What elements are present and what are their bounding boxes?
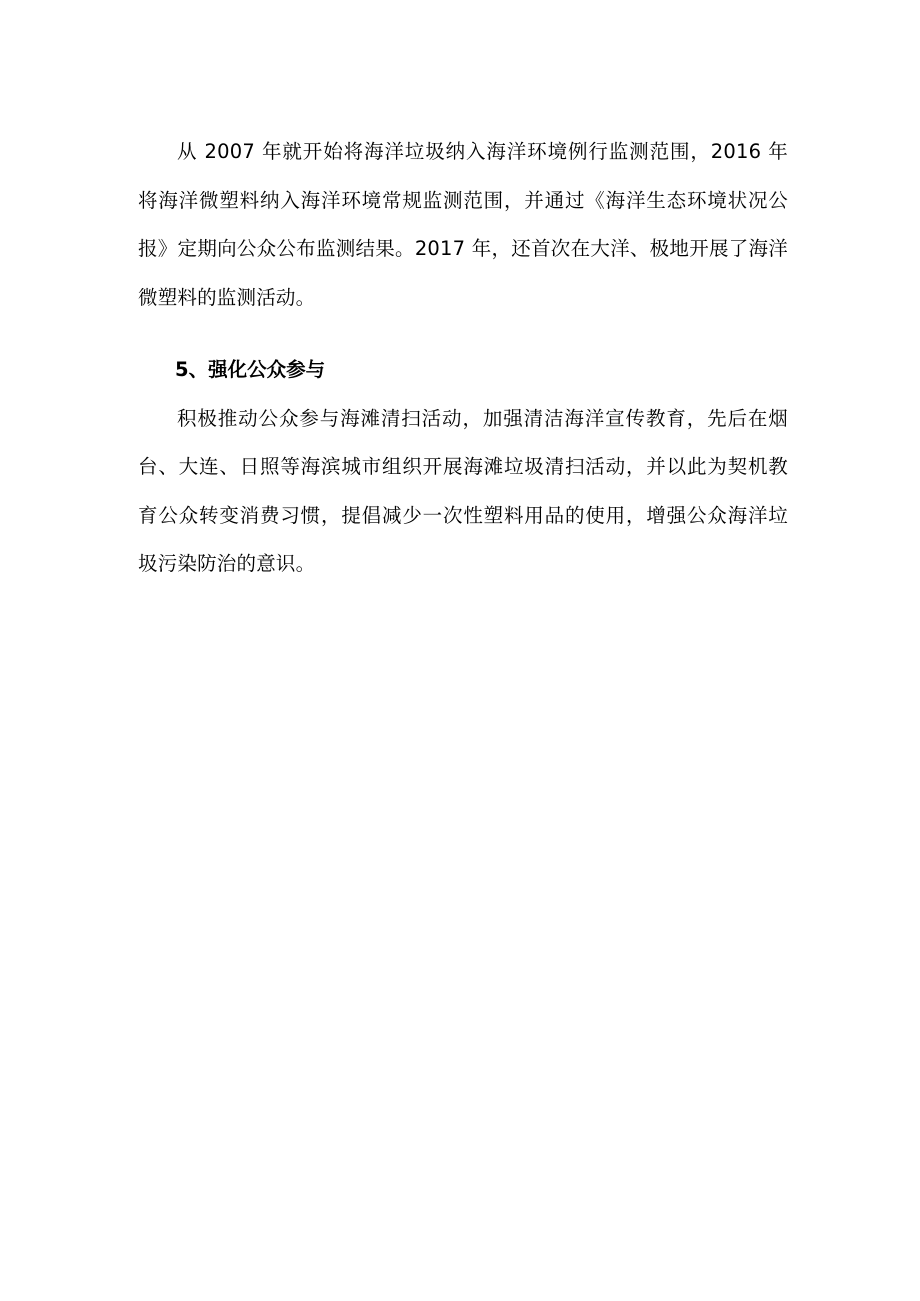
paragraph-public-participation: 积极推动公众参与海滩清扫活动，加强清洁海洋宣传教育，先后在烟台、大连、日照等海滨城市组织开展海滩垃圾清扫活动，并以此为契机教育公众转变消费习惯，提倡减少一次性塑料用品的使用，增强公众海洋垃圾污染防治的意识。 <box>138 406 788 575</box>
paragraph-monitoring: 从 2007 年就开始将海洋垃圾纳入海洋环境例行监测范围，2016 年将海洋微塑料纳入海洋环境常规监测范围，并通过《海洋生态环境状况公报》定期向公众公布监测结果。2017 年，还首次在大洋、极地开展了海洋微塑料的监测活动。 <box>138 140 788 309</box>
section-heading-public-participation: 5、强化公众参与 <box>175 358 326 381</box>
document-body <box>138 128 788 589</box>
